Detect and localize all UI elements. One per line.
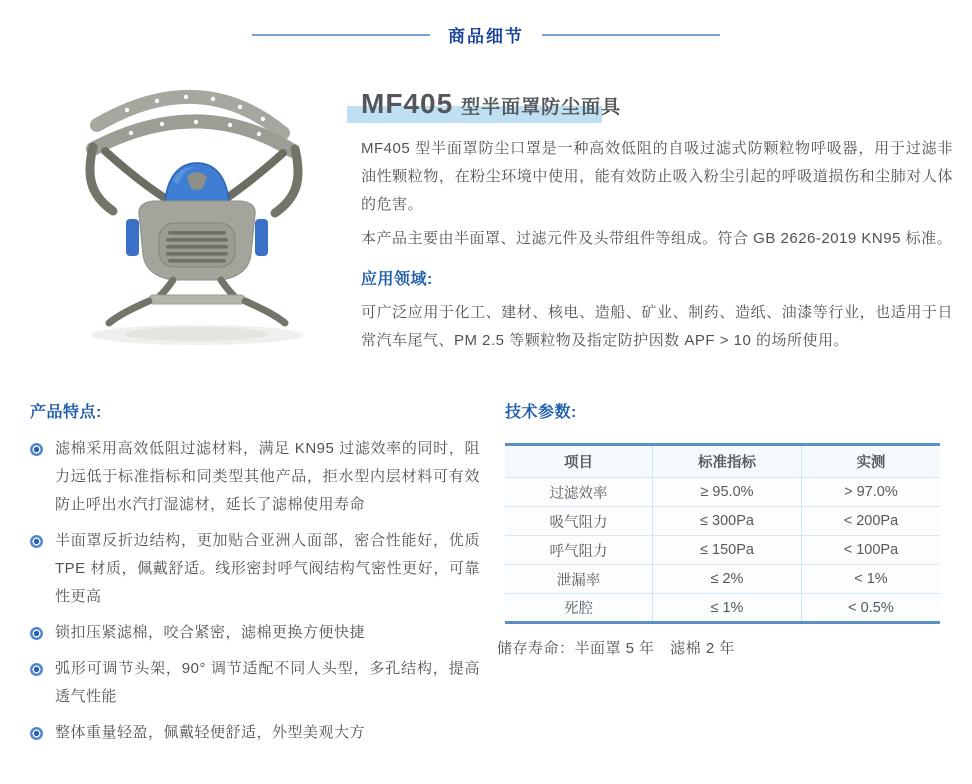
spec-standard: ≤ 1% bbox=[653, 594, 802, 623]
features-heading: 产品特点: bbox=[30, 404, 102, 421]
table-row bbox=[505, 594, 940, 623]
table-row bbox=[505, 565, 940, 594]
respirator-illustration bbox=[55, 85, 335, 365]
spec-name: 过滤效率 bbox=[505, 478, 653, 507]
list-item bbox=[30, 527, 480, 611]
spec-measured: < 1% bbox=[801, 565, 940, 594]
product-description-2: 本产品主要由半面罩、过滤元件及头带组件等组成。符合 GB 2626-2019 KN95 标准。 bbox=[361, 230, 953, 247]
section-header bbox=[0, 22, 972, 47]
spec-measured: < 200Pa bbox=[801, 507, 940, 536]
column-header: 项目 bbox=[505, 445, 653, 478]
features-list bbox=[30, 435, 480, 747]
table-row bbox=[505, 507, 940, 536]
spec-name: 呼气阻力 bbox=[505, 536, 653, 565]
feature-text: 锁扣压紧滤棉，咬合紧密，滤棉更换方便快捷 bbox=[55, 624, 366, 641]
specs-section bbox=[497, 402, 941, 658]
feature-text: 整体重量轻盈，佩戴轻便舒适，外型美观大方 bbox=[55, 724, 366, 741]
product-title bbox=[361, 88, 953, 126]
list-item bbox=[30, 619, 480, 647]
list-item bbox=[30, 655, 480, 711]
product-photo-half-mask-respirator bbox=[55, 85, 335, 365]
spec-name: 泄漏率 bbox=[505, 565, 653, 594]
specs-table bbox=[505, 443, 940, 624]
spec-standard: ≤ 150Pa bbox=[653, 536, 802, 565]
feature-text: 滤棉采用高效低阻过滤材料，满足 KN95 过滤效率的同时，阻力远低于标准指标和同类型其他产品，拒水型内层材料可有效防止呼出水汽打湿滤材，延长了滤棉使用寿命 bbox=[55, 440, 480, 513]
table-row bbox=[505, 478, 940, 507]
product-description-1: MF405 型半面罩防尘口罩是一种高效低阻的自吸过滤式防颗粒物呼吸器，用于过滤非油性颗粒物，在粉尘环境中使用，能有效防止吸入粉尘引起的呼吸道损伤和尘肺对人体的危害。 bbox=[361, 140, 953, 213]
header-divider-left bbox=[252, 34, 430, 36]
feature-text: 半面罩反折边结构，更加贴合亚洲人面部，密合性能好，优质 TPE 材质，佩戴舒适。线形密封呼气阀结构气密性更好，可靠性更高 bbox=[55, 532, 480, 605]
spec-standard: ≥ 95.0% bbox=[653, 478, 802, 507]
bullet-target-icon bbox=[30, 727, 43, 740]
section-title: 商品细节 bbox=[448, 27, 524, 46]
feature-text: 弧形可调节头架，90° 调节适配不同人头型，多孔结构，提高透气性能 bbox=[55, 660, 480, 705]
application-text: 可广泛应用于化工、建材、核电、造船、矿业、制药、造纸、油漆等行业，也适用于日常汽车尾气、PM 2.5 等颗粒物及指定防护因数 APF > 10 的场所使用。 bbox=[361, 304, 953, 349]
product-title-suffix: 型半面罩防尘面具 bbox=[461, 97, 622, 118]
product-model: MF405 bbox=[361, 88, 454, 119]
features-section bbox=[30, 402, 480, 755]
list-item bbox=[30, 435, 480, 519]
bullet-target-icon bbox=[30, 443, 43, 456]
spec-measured: < 0.5% bbox=[801, 594, 940, 623]
spec-standard: ≤ 300Pa bbox=[653, 507, 802, 536]
spec-name: 死腔 bbox=[564, 601, 594, 617]
product-info bbox=[361, 88, 953, 355]
column-header: 标准指标 bbox=[653, 445, 802, 478]
table-header-row bbox=[505, 445, 940, 478]
bullet-target-icon bbox=[30, 535, 43, 548]
bullet-target-icon bbox=[30, 663, 43, 676]
list-item bbox=[30, 719, 480, 747]
spec-measured: > 97.0% bbox=[801, 478, 940, 507]
spec-name: 吸气阻力 bbox=[505, 507, 653, 536]
column-header: 实测 bbox=[801, 445, 940, 478]
table-row bbox=[505, 536, 940, 565]
specs-heading: 技术参数: bbox=[505, 404, 577, 421]
application-heading: 应用领域: bbox=[361, 271, 433, 288]
spec-measured: < 100Pa bbox=[801, 536, 940, 565]
storage-life-note: 储存寿命：半面罩 5 年 滤棉 2 年 bbox=[497, 640, 735, 657]
spec-standard: ≤ 2% bbox=[653, 565, 802, 594]
bullet-target-icon bbox=[30, 627, 43, 640]
header-divider-right bbox=[542, 34, 720, 36]
